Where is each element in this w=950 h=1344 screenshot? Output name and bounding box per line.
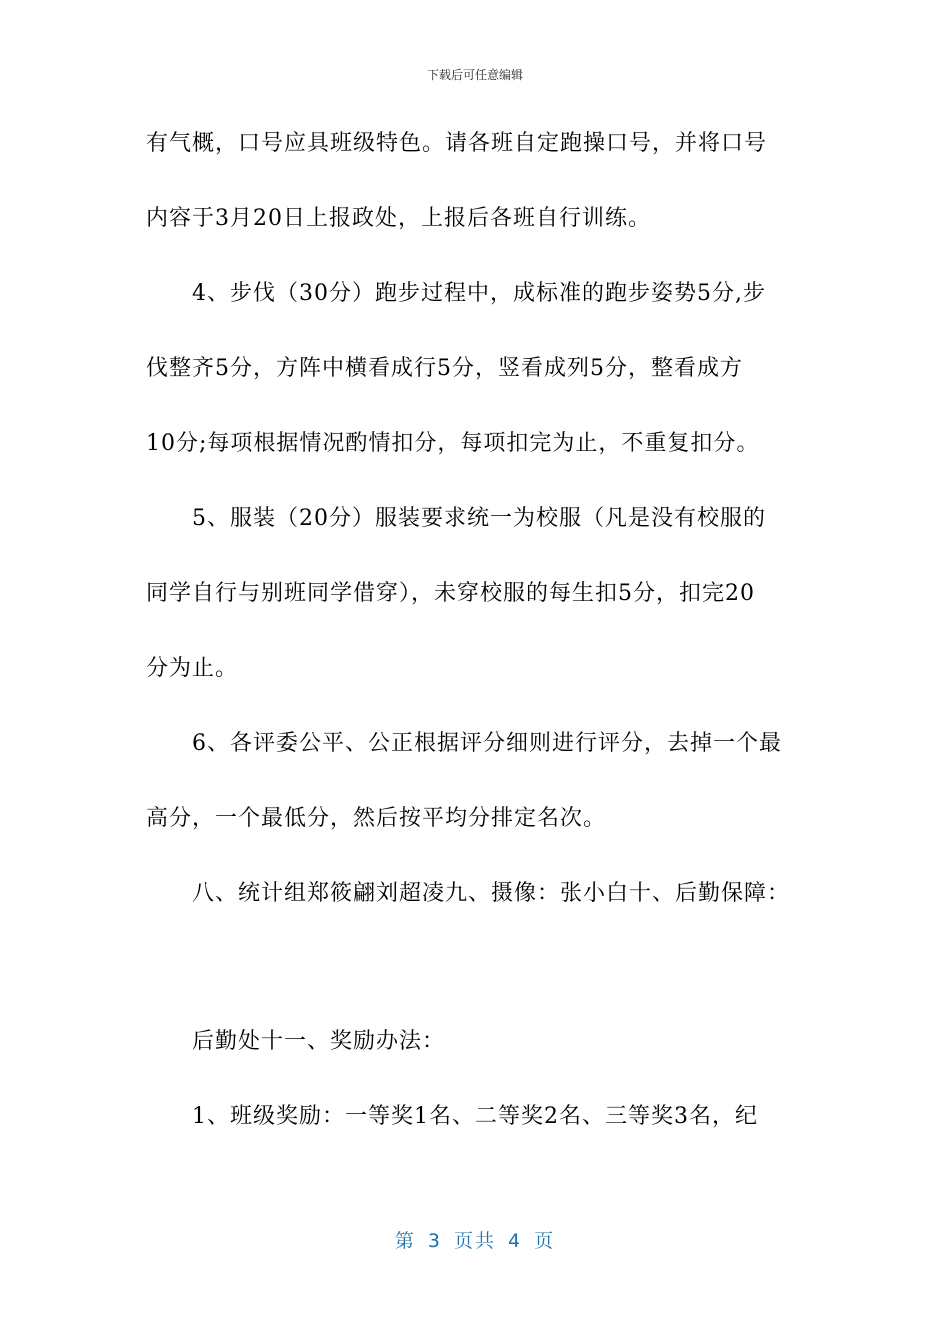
footer-page-suffix: 页	[534, 1230, 556, 1252]
body-line-3: 4、步伐（30分）跑步过程中，成标准的跑步姿势5分,步	[192, 281, 766, 306]
body-line-13: 1、班级奖励：一等奖1名、二等奖2名、三等奖3名，纪	[192, 1104, 758, 1129]
body-line-9: 6、各评委公平、公正根据评分细则进行评分，去掉一个最	[192, 731, 782, 756]
body-line-12: 后勤处十一、奖励办法：	[192, 1029, 446, 1054]
body-line-10: 高分，一个最低分，然后按平均分排定名次。	[146, 806, 607, 831]
footer-of-label: 页共	[453, 1230, 496, 1252]
page-footer	[0, 1226, 950, 1253]
body-line-2: 内容于3月20日上报政处，上报后各班自行训练。	[146, 206, 651, 231]
footer-total-pages: 4	[508, 1230, 523, 1252]
page-header: 下载后可任意编辑	[426, 68, 523, 82]
footer-current-page: 3	[427, 1230, 442, 1252]
body-line-6: 5、服装（20分）服装要求统一为校服（凡是没有校服的	[192, 506, 766, 531]
footer-page-label: 第	[394, 1230, 416, 1252]
body-line-1: 有气概，口号应具班级特色。请各班自定跑操口号，并将口号	[146, 131, 768, 156]
body-line-8: 分为止。	[146, 656, 239, 681]
body-line-4: 伐整齐5分，方阵中横看成行5分，竖看成列5分，整看成方	[146, 356, 743, 381]
body-line-11: 八、统计组郑筱翩刘超凌九、摄像：张小白十、后勤保障：	[192, 881, 791, 906]
body-line-5: 10分;每项根据情况酌情扣分，每项扣完为止，不重复扣分。	[146, 431, 760, 456]
body-line-7: 同学自行与别班同学借穿），未穿校服的每生扣5分，扣完20	[146, 581, 755, 606]
